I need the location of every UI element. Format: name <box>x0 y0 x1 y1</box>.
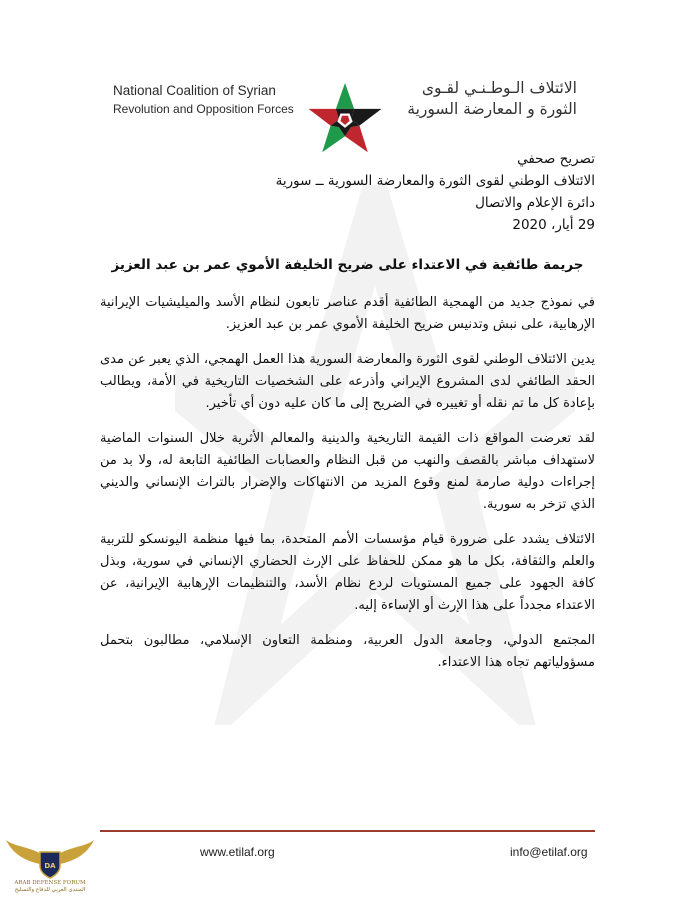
letterhead <box>0 40 695 140</box>
footer-divider <box>100 830 595 832</box>
statement-title: جريمة طائفية في الاعتداء على ضريح الخليفة الأموي عمر بن عبد العزيز <box>111 257 584 273</box>
department: دائرة الإعلام والاتصال <box>475 195 595 211</box>
statement-meta <box>276 148 595 236</box>
statement-date: 29 أيار، 2020 <box>512 217 595 233</box>
issuing-org: الائتلاف الوطني لقوى الثورة والمعارضة السورية ــ سورية <box>275 173 595 189</box>
paragraph-3: لقد تعرضت المواقع ذات القيمة التاريخية والدينية والمعالم الأثرية خلال السنوات الماضية لاستهداف مباشر بالقصف والنهب من قبل النظام والعصابات الطائفية التابعة له، ولا بد من إجراءات دولية صارمة لمنع وقوع المزيد من الانتهاكات والإضرار بالتراث الإنساني والديني الذي تزخر به سورية. <box>100 431 595 512</box>
paragraph-2: يدين الائتلاف الوطني لقوى الثورة والمعارضة السورية هذا العمل الهمجي، الذي يعبر عن مدى الحقد الطائفي لدى المشروع الإيراني وأذرعه على الشخصيات التاريخية في الأمة، ويطالب بإعادة كل ما تم نقله أو تغييره في الضريح إلى ما كان عليه دون أي تأخير. <box>100 352 595 411</box>
forum-name-en: ARAB DEFENSE FORUM <box>14 880 86 886</box>
paragraph-5: المجتمع الدولي، وجامعة الدول العربية، ومنظمة التعاون الإسلامي، مطالبون بتحمل مسؤولياتهم تجاه هذا الاعتداء. <box>100 633 595 670</box>
org-name-arabic <box>407 78 577 120</box>
org-name-en-line2: Revolution and Opposition Forces <box>113 102 294 116</box>
org-name-english <box>113 82 294 118</box>
coalition-star-logo-icon <box>306 80 384 156</box>
doc-type: تصريح صحفي <box>517 151 595 167</box>
paragraph-1: في نموذج جديد من الهمجية الطائفية أقدم عناصر تابعون لنظام الأسد والميليشيات الإيرانية الإرهابية، على نبش وتدنيس ضريح الخليفة الأموي عمر بن عبد العزيز. <box>100 295 595 332</box>
org-name-ar-line2: الثورة و المعارضة السورية <box>407 100 577 118</box>
forum-watermark-text <box>4 880 96 894</box>
svg-text:DA: DA <box>44 862 56 870</box>
org-name-ar-line1: الائتلاف الـوطـنـي لقـوى <box>421 79 577 97</box>
statement-body <box>100 292 595 687</box>
forum-name-ar: المنتدى العربي للدفاع والتسليح <box>14 887 86 893</box>
org-name-en-line1: National Coalition of Syrian <box>113 83 276 98</box>
footer-email-link[interactable]: info@etilaf.org <box>510 845 588 859</box>
footer-website-link[interactable]: www.etilaf.org <box>200 845 275 859</box>
paragraph-4: الائتلاف يشدد على ضرورة قيام مؤسسات الأمم المتحدة، بما فيها منظمة اليونسكو للتربية والعلم والثقافة، بكل ما هو ممكن للحفاظ على الإرث الحضاري الإنساني في سورية، وبذل كافة الجهود على جميع المستويات لردع نظام الأسد، والتنظيمات الإرهابية الإيرانية، عن الاعتداء مجدداً على هذا الإرث أو الإساءة إليه. <box>100 532 595 613</box>
